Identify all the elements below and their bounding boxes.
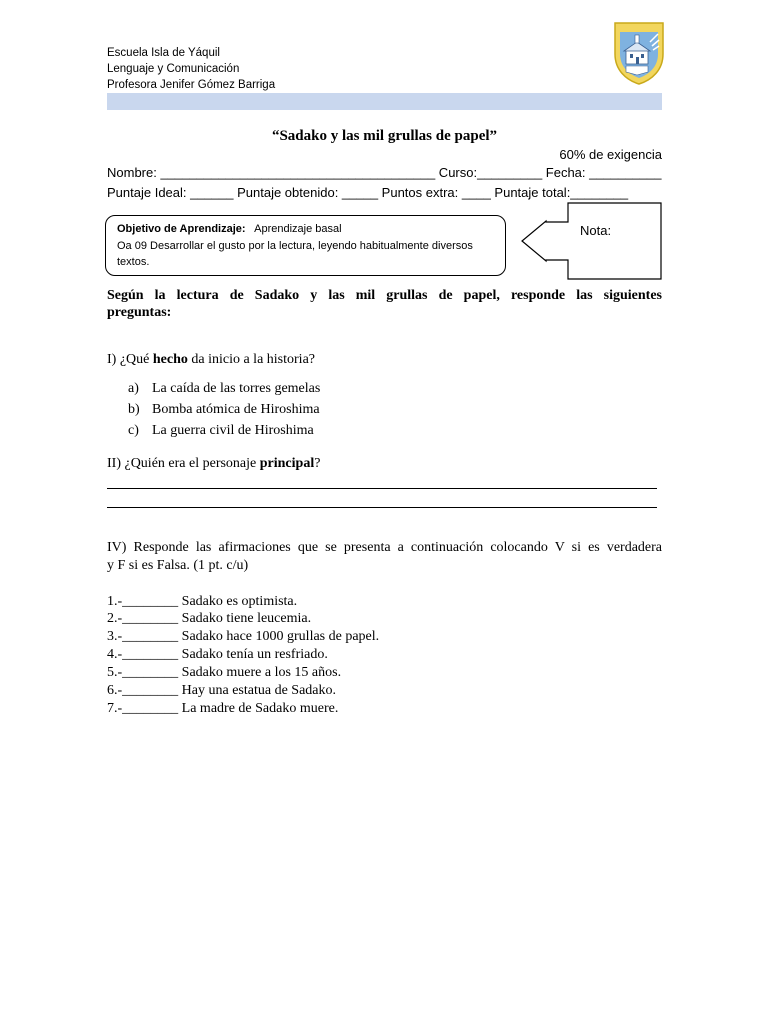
option-b[interactable] [128,402,320,418]
question-1 [107,352,315,368]
instructions-line-cont: preguntas: [107,305,172,320]
tf-item[interactable]: 3.-________ Sadako hace 1000 grullas de papel. [107,629,380,644]
tf-item[interactable]: 4.-________ Sadako tenía un resfriado. [107,647,328,662]
objective-description-cont: textos. [117,256,150,268]
question-4: IV) Responde las afirmaciones que se presenta a continuación colocando V si es verdadera [107,540,662,555]
objective-type: Aprendizaje basal [254,223,342,235]
option-text: La caída de las torres gemelas [152,381,321,396]
objective-description: Oa 09 Desarrollar el gusto por la lectura, leyendo habitualmente diversos [117,240,473,252]
option-letter: b) [128,402,140,417]
tf-item[interactable]: 5.-________ Sadako muere a los 15 años. [107,665,342,680]
option-c[interactable] [128,423,314,439]
question-2 [107,456,320,472]
question-1-prefix: I) ¿Qué [107,352,153,367]
question-1-keyword: hecho [152,352,188,367]
header-band [107,93,662,110]
answer-line[interactable] [107,507,657,508]
tf-item[interactable]: 2.-________ Sadako tiene leucemia. [107,611,312,626]
option-text: Bomba atómica de Hiroshima [152,402,320,417]
exigencia-label: 60% de exigencia [559,147,662,162]
school-logo [612,20,666,86]
instructions-line: Según la lectura de Sadako y las mil grullas de papel, responde las siguientes [107,288,662,303]
question-2-keyword: principal [259,456,315,471]
worksheet-title: “Sadako y las mil grullas de papel” [271,128,498,144]
subject-name: Lenguaje y Comunicación [107,63,240,75]
option-text: La guerra civil de Hiroshima [152,423,314,438]
tf-item[interactable]: 7.-________ La madre de Sadako muere. [107,701,339,716]
objective-label: Objetivo de Aprendizaje: [117,223,246,235]
question-4-cont: y F si es Falsa. (1 pt. c/u) [107,558,249,573]
school-name: Escuela Isla de Yáquil [107,47,220,59]
option-letter: c) [128,423,139,438]
option-letter: a) [128,381,139,396]
question-2-prefix: II) ¿Quién era el personaje [107,456,260,471]
grade-box [520,201,663,281]
tf-item[interactable]: 6.-________ Hay una estatua de Sadako. [107,683,336,698]
score-fields-row: Puntaje Ideal: ______ Puntaje obtenido: _____ Puntos extra: ____ Puntaje total:________ [107,185,629,200]
student-fields-row: Nombre: ______________________________________ Curso:_________ Fecha: __________ [107,165,662,180]
left-arrow-shape [520,201,663,281]
school-crest-icon [612,20,666,86]
question-1-suffix: da inicio a la historia? [187,352,315,367]
answer-line[interactable] [107,488,657,489]
option-a[interactable] [128,381,321,397]
objective-label-row [117,223,342,235]
question-2-suffix: ? [314,456,321,471]
tf-item[interactable]: 1.-________ Sadako es optimista. [107,594,298,609]
grade-label: Nota: [580,223,612,238]
teacher-name: Profesora Jenifer Gómez Barriga [107,79,276,91]
